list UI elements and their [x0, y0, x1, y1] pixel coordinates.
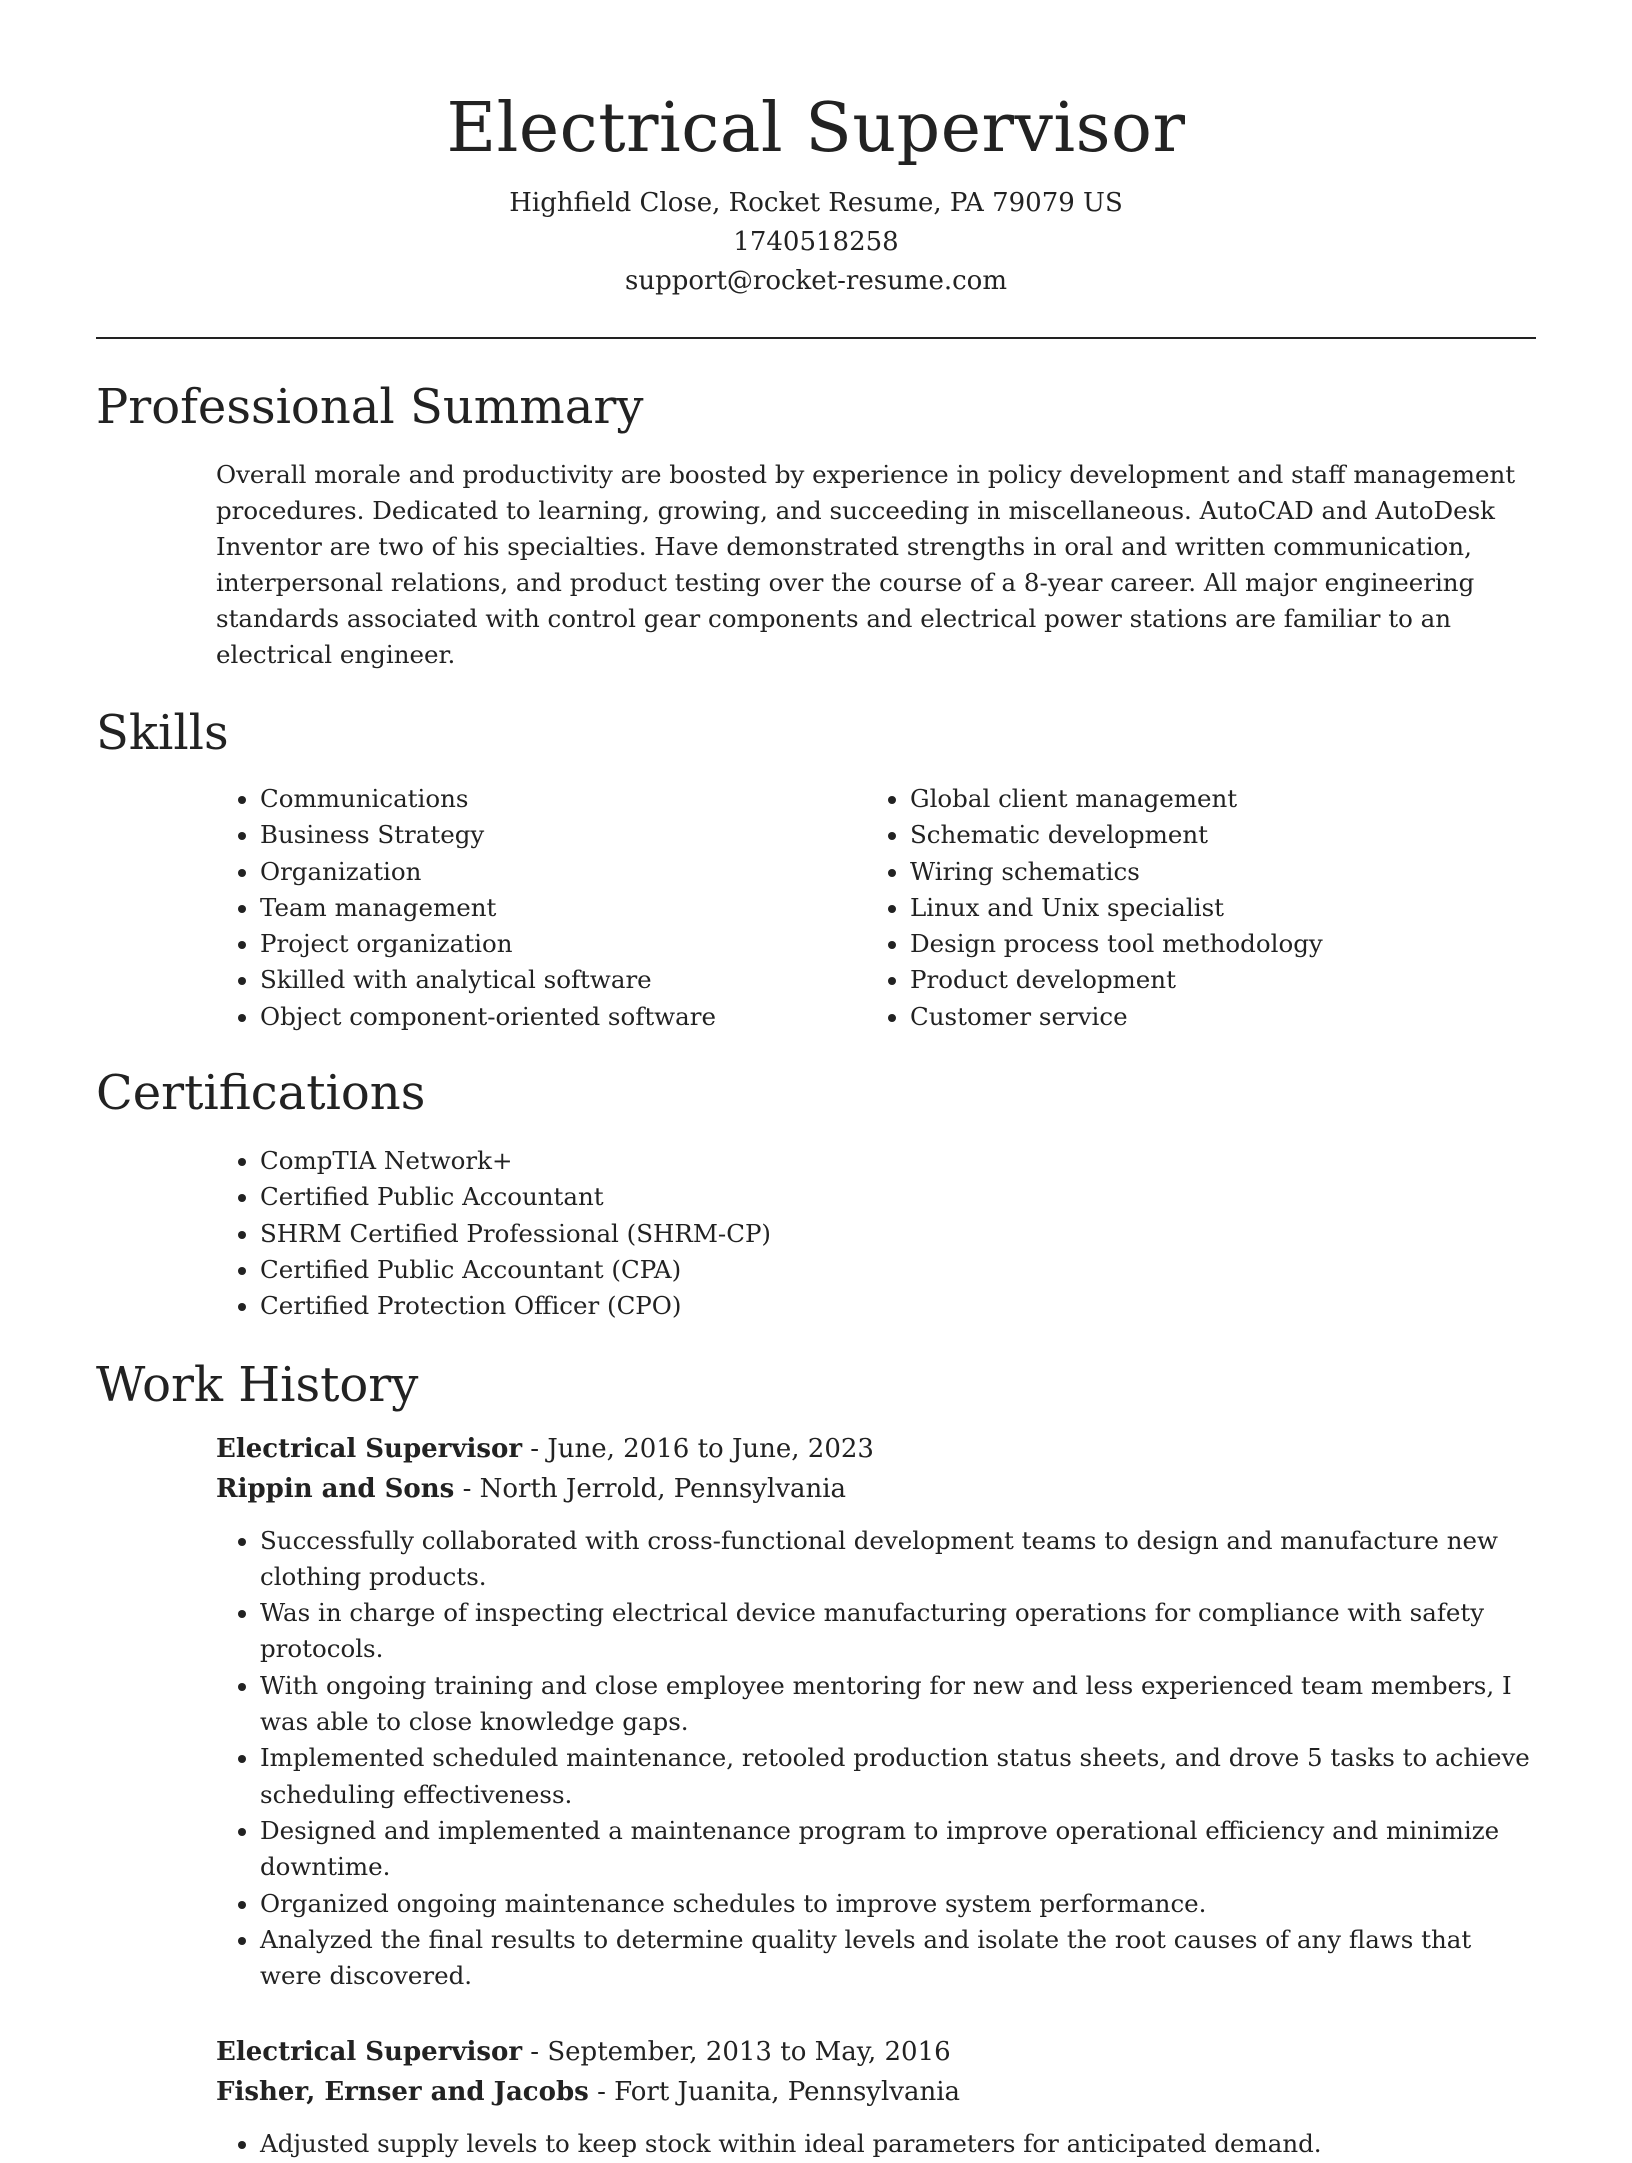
skill-item: • Linux and Unix specialist: [910, 890, 1516, 926]
contact-address: Highfield Close, Rocket Resume, PA 79079 US: [509, 188, 1123, 218]
job-bullet: • Implemented scheduled maintenance, retooled production status sheets, and drove 5 tasks to achieve scheduling effectiveness.: [260, 1740, 1536, 1813]
skill-item: • Product development: [910, 962, 1516, 998]
skills-column-left: [216, 781, 866, 1035]
job-bullet: • With ongoing training and close employee mentoring for new and less experienced team members, I was able to close knowledge gaps.: [260, 1668, 1536, 1741]
summary-heading: Professional Summary: [96, 379, 644, 435]
candidate-name: Electrical Supervisor: [446, 89, 1186, 168]
skill-item: • Object component-oriented software: [260, 999, 866, 1035]
job-entry: [216, 2032, 1536, 2162]
work-history-heading: Work History: [96, 1356, 419, 1413]
skill-item: • Design process tool methodology: [910, 926, 1516, 962]
contact-phone: 1740518258: [733, 227, 899, 257]
skills-column-right: [866, 781, 1516, 1035]
job-bullet: • Was in charge of inspecting electrical device manufacturing operations for compliance with safety protocols.: [260, 1595, 1536, 1668]
job-dates: - June, 2016 to June, 2023: [522, 1433, 874, 1464]
certification-item: • SHRM Certified Professional (SHRM-CP): [260, 1216, 1536, 1252]
skills-heading: Skills: [96, 705, 229, 761]
skill-item: • Business Strategy: [260, 817, 866, 853]
skill-item: • Schematic development: [910, 817, 1516, 853]
contact-email: support@rocket-resume.com: [624, 266, 1007, 296]
job-title-line: [216, 1429, 1536, 1469]
certification-item: • Certified Public Accountant: [260, 1179, 1536, 1215]
skill-item: • Skilled with analytical software: [260, 962, 866, 998]
resume-page: [96, 0, 1536, 2163]
job-company: Rippin and Sons: [216, 1473, 455, 1504]
skill-item: • Organization: [260, 854, 866, 890]
job-entry: [216, 1429, 1536, 1995]
job-bullet: • Designed and implemented a maintenance program to improve operational efficiency and minimize downtime.: [260, 1813, 1536, 1886]
certifications-heading: Certifications: [96, 1065, 426, 1122]
job-bullets: [216, 2126, 1536, 2162]
header-divider: [96, 337, 1536, 339]
job-location: - Fort Juanita, Pennsylvania: [588, 2077, 961, 2108]
certification-item: • Certified Public Accountant (CPA): [260, 1252, 1536, 1288]
skills-list: [216, 781, 1536, 1035]
job-company-line: [216, 1469, 1536, 1509]
job-bullet: • Organized ongoing maintenance schedules to improve system performance.: [260, 1886, 1536, 1922]
skill-item: • Project organization: [260, 926, 866, 962]
job-company: Fisher, Ernser and Jacobs: [216, 2077, 589, 2108]
job-bullet: • Analyzed the final results to determine quality levels and isolate the root causes of any flaws that were discovered.: [260, 1922, 1536, 1995]
certifications-list: [216, 1143, 1536, 1324]
skill-item: • Global client management: [910, 781, 1516, 817]
job-dates: - September, 2013 to May, 2016: [522, 2037, 951, 2068]
job-location: - North Jerrold, Pennsylvania: [454, 1473, 847, 1504]
skill-item: • Wiring schematics: [910, 854, 1516, 890]
summary-text: Overall morale and productivity are boosted by experience in policy development and staff management procedures. Dedicated to learning, growing, and succeeding in miscellaneous. AutoCAD and AutoDesk Inventor are two of his specialties. Have demonstrated strengths in oral and written communication, interpersonal relations, and product testing over the course of a 8-year career. All major engineering standards associated with control gear components and electrical power stations are familiar to an electrical engineer.: [216, 460, 1516, 669]
certification-item: • CompTIA Network+: [260, 1143, 1536, 1179]
job-bullet: • Adjusted supply levels to keep stock within ideal parameters for anticipated demand.: [260, 2126, 1536, 2162]
job-bullet: • Successfully collaborated with cross-functional development teams to design and manufacture new clothing products.: [260, 1523, 1536, 1596]
skill-item: • Communications: [260, 781, 866, 817]
skill-item: • Customer service: [910, 999, 1516, 1035]
skill-item: • Team management: [260, 890, 866, 926]
job-role: Electrical Supervisor: [216, 1433, 523, 1464]
job-title-line: [216, 2032, 1536, 2072]
certification-item: • Certified Protection Officer (CPO): [260, 1288, 1536, 1324]
contact-block: [96, 184, 1536, 301]
job-role: Electrical Supervisor: [216, 2037, 523, 2068]
job-company-line: [216, 2072, 1536, 2112]
job-bullets: [216, 1523, 1536, 1995]
